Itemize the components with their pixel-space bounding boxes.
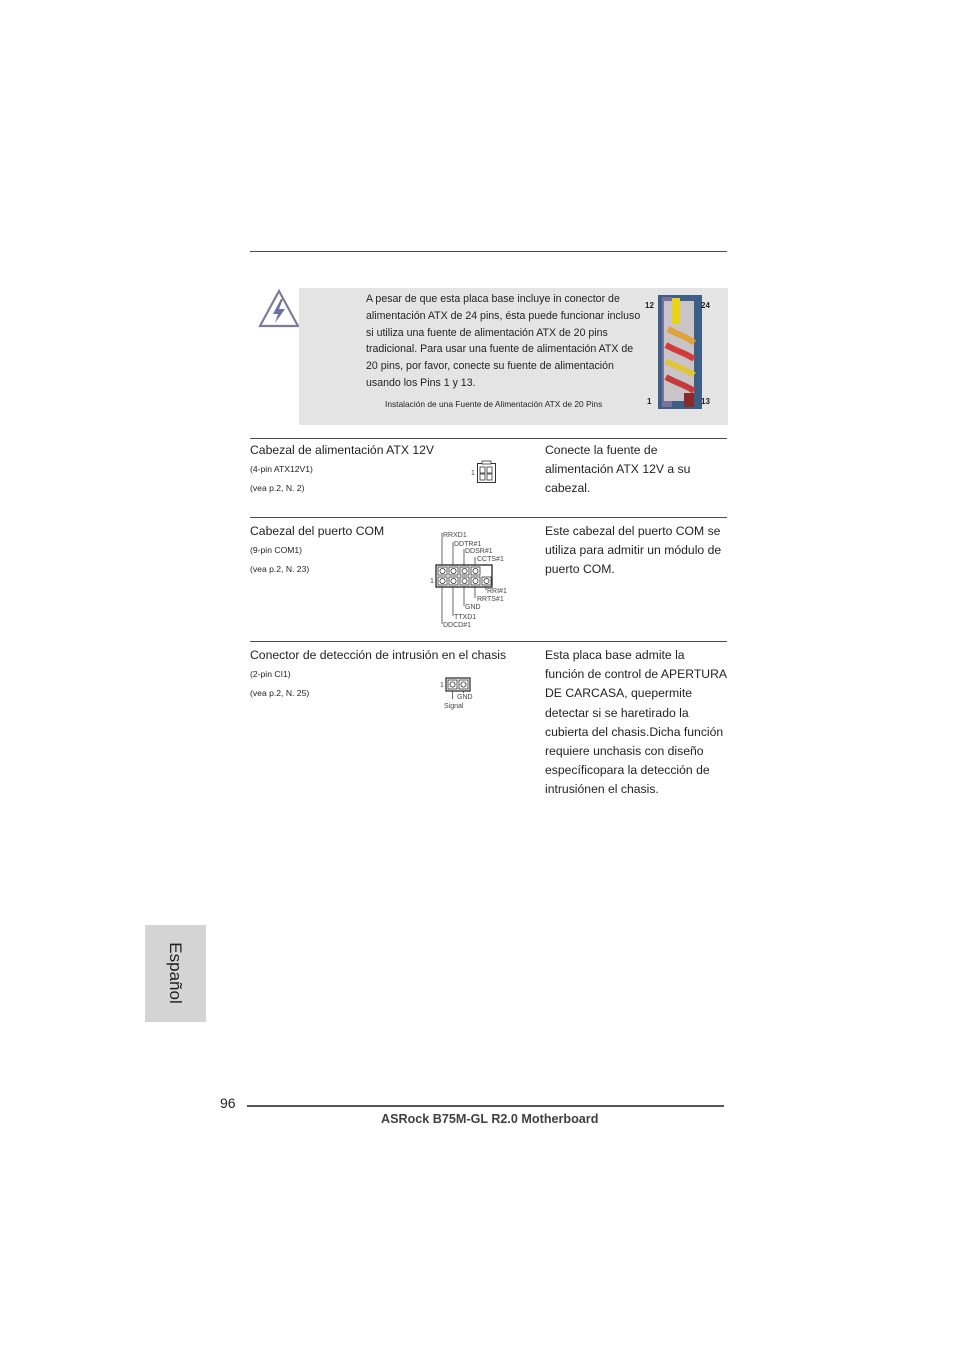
ci-pin-gnd: GND — [457, 694, 473, 701]
atx12v-description: Conecte la fuente de alimentación ATX 12V a su cabezal. — [545, 443, 691, 496]
language-tab-label: Español — [166, 942, 185, 1004]
com-pin-spec: (9-pin COM1) — [250, 545, 303, 555]
pin-label-12: 12 — [645, 301, 654, 310]
row-3-rule — [250, 641, 727, 642]
row-2-rule — [250, 517, 727, 518]
top-rule — [250, 251, 727, 252]
atx12v-title: Cabezal de alimentación ATX 12V — [250, 443, 435, 457]
pin-ddsr: DDSR#1 — [465, 548, 493, 555]
atx12v-pin-spec: (4-pin ATX12V1) — [250, 464, 313, 474]
pin-one: 1 — [430, 578, 434, 585]
pin-rrxd1: RRXD1 — [443, 532, 467, 539]
pin-gnd: GND — [465, 604, 481, 611]
note-text: A pesar de que esta placa base incluye in conector de alimentación ATX de 24 pins, ésta puede funcionar incluso si utiliza una fuente de alimentación ATX de 20 pins tradicional. Para usar una fuente de alimentación ATX de 20 pins, por favor, conecte su fuente de alimentación usando los Pins 1 y 13. — [366, 293, 641, 389]
atx-connector-photo — [644, 293, 716, 411]
pin-ddcd: DDCD#1 — [443, 622, 472, 629]
pin-ccts: CCTS#1 — [477, 556, 504, 563]
page-number: 96 — [220, 1095, 236, 1111]
pin-ttxd1: TTXD1 — [454, 614, 477, 621]
ci-page-ref: (vea p.2, N. 25) — [250, 688, 310, 698]
ci-description: Esta placa base admite la función de control de APERTURA DE CARCASA, quepermite detectar si se haretirado la cubierta del chasis.Dicha función requiere unchasis con diseño específicopara la detección de intrusiónen el chasis. — [545, 648, 727, 797]
ci-pin-one: 1 — [440, 682, 444, 689]
note-caption: Instalación de una Fuente de Alimentación ATX de 20 Pins — [385, 399, 603, 409]
row-1-rule — [250, 438, 727, 439]
warning-icon — [257, 289, 301, 329]
ci-pin-signal: Signal — [444, 703, 464, 710]
atx12v-pin-1-label: 1 — [471, 470, 475, 477]
pin-label-24: 24 — [701, 301, 710, 310]
ci-header-diagram — [440, 675, 480, 711]
com-page-ref: (vea p.2, N. 23) — [250, 564, 310, 574]
atx12v-connector-diagram — [471, 460, 499, 486]
pin-label-13: 13 — [701, 397, 710, 406]
pin-label-1: 1 — [647, 397, 652, 406]
atx12v-page-ref: (vea p.2, N. 2) — [250, 483, 305, 493]
ci-pin-spec: (2-pin CI1) — [250, 669, 291, 679]
com-header-diagram — [428, 528, 513, 632]
com-title: Cabezal del puerto COM — [250, 524, 385, 538]
pin-rrts: RRTS#1 — [477, 596, 504, 603]
pin-ddtr: DDTR#1 — [454, 541, 482, 548]
pin-rri: RRI#1 — [487, 588, 507, 595]
com-description: Este cabezal del puerto COM se utiliza para admitir un módulo de puerto COM. — [545, 524, 722, 577]
footer-rule — [247, 1105, 724, 1107]
footer-title: ASRock B75M-GL R2.0 Motherboard — [381, 1112, 599, 1126]
ci-title: Conector de detección de intrusión en el chasis — [250, 648, 507, 662]
